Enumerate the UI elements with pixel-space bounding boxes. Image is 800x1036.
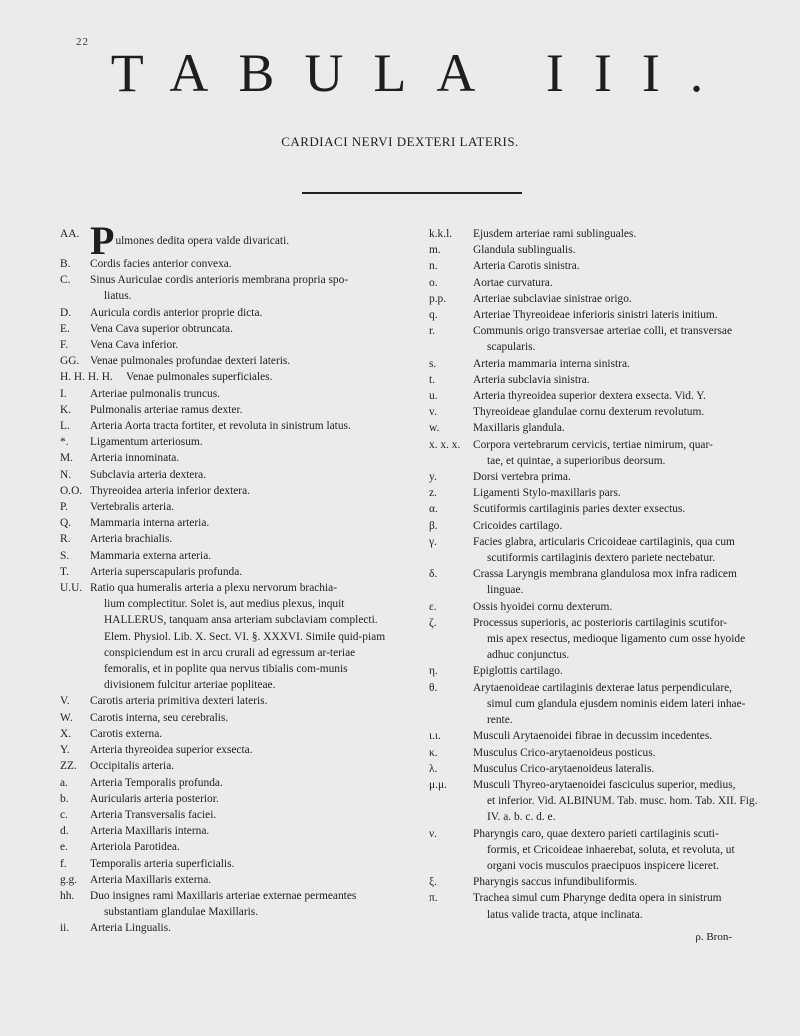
legend-text: Arteria brachialis. [90, 533, 173, 546]
legend-continuation: substantiam glandulae Maxillaris. [104, 906, 259, 919]
legend-entry [60, 710, 400, 726]
legend-entry [429, 372, 759, 388]
legend-key: y. [429, 471, 437, 484]
legend-key: d. [60, 825, 69, 838]
legend-text: Dorsi vertebra prima. [473, 471, 571, 484]
legend-key: P. [60, 501, 68, 514]
legend-entry [60, 823, 400, 839]
legend-entry [429, 566, 759, 598]
legend-text: Temporalis arteria superficialis. [90, 857, 235, 870]
legend-description [90, 693, 400, 709]
legend-continuation: formis, et Cricoideae inhaerebat, soluta, et revoluta, ut organi vocis musculos praecipuos inspicere liceret. [487, 843, 735, 872]
legend-text: Arteria innominata. [90, 452, 180, 465]
legend-entry [429, 728, 759, 744]
legend-text: Processus superioris, ac posterioris cartilaginis scutifor- [473, 616, 728, 629]
legend-key: g.g. [60, 873, 78, 886]
legend-description [90, 418, 400, 434]
legend-key: v. [429, 406, 437, 419]
legend-entry [60, 499, 400, 515]
legend-entry [60, 807, 400, 823]
legend-description [473, 372, 759, 388]
legend-key: hh. [60, 889, 75, 902]
legend-key: α. [429, 503, 438, 516]
legend-key: o. [429, 276, 438, 289]
legend-text: Maxillaris glandula. [473, 422, 565, 435]
legend-key: Y. [60, 744, 70, 757]
legend-key: w. [429, 422, 440, 435]
legend-entry [429, 226, 759, 242]
legend-key: δ. [429, 568, 438, 581]
legend-text: Arteria subclavia sinistra. [473, 373, 590, 386]
legend-key: f. [60, 857, 67, 870]
legend-description [90, 450, 400, 466]
legend-text: Musculi Arytaenoidei fibrae in decussim incedentes. [473, 730, 713, 743]
legend-key: b. [60, 792, 69, 805]
legend-key: λ. [429, 762, 438, 775]
legend-entry [60, 758, 400, 774]
legend-description [473, 226, 759, 242]
legend-continuation: lium complectitur. Solet is, aut medius plexus, inquit HALLERUS, tanquam ansa arteriam subclaviam complecti. Elem. Physiol. Lib. X. Sect. VI. §. XXXVI. Simile quid-piam conspiciendum est in arcu crurali ad egressum ar-teriae femoralis, et in poplite qua nervus tibialis com-munis divisionem fulcitur arteriae popliteae. [104, 598, 386, 692]
legend-key: β. [429, 519, 438, 532]
legend-description [473, 518, 759, 534]
legend-description [473, 728, 759, 744]
legend-key: ι.ι. [429, 730, 441, 743]
legend-entry [60, 515, 400, 531]
legend-key: I. [60, 387, 67, 400]
legend-key: GG. [60, 355, 80, 368]
legend-text: Auricula cordis anterior proprie dicta. [90, 306, 263, 319]
legend-continuation: et inferior. Vid. ALBINUM. Tab. musc. hom. Tab. XII. Fig. IV. a. b. c. d. e. [487, 795, 758, 824]
legend-text: Arteria Aorta tracta fortiter, et revoluta in sinistrum latus. [90, 420, 351, 433]
plate-title: TABULA III. [110, 43, 734, 103]
legend-text: Ejusdem arteriae rami sublinguales. [473, 228, 637, 240]
legend-description [90, 515, 400, 531]
legend-text: Ossis hyoidei cornu dexterum. [473, 600, 613, 613]
legend-key: θ. [429, 681, 438, 694]
legend-text: Crassa Laryngis membrana glandulosa mox infra radicem [473, 568, 737, 581]
legend-description [473, 566, 759, 598]
legend-entry [60, 531, 400, 547]
legend-entry [60, 580, 400, 693]
legend-text: Arteriae pulmonalis truncus. [90, 387, 221, 400]
legend-text: Epiglottis cartilago. [473, 665, 563, 678]
legend-text: Cordis facies anterior convexa. [90, 258, 232, 270]
legend-entry [429, 420, 759, 436]
legend-text: Arteriola Parotidea. [90, 841, 180, 854]
legend-description [90, 920, 400, 936]
legend-key: ζ. [429, 616, 437, 629]
legend-entry [60, 726, 400, 742]
title-rule [302, 192, 522, 194]
legend-key: ξ. [429, 876, 437, 889]
legend-text: Occipitalis arteria. [90, 760, 175, 773]
legend-text: Arteria mammaria interna sinistra. [473, 357, 630, 370]
legend-description [473, 777, 759, 826]
legend-description [473, 242, 759, 258]
legend-description [90, 710, 400, 726]
legend-entry [60, 386, 400, 402]
legend-entry [429, 275, 759, 291]
catchword: ρ. Bron- [695, 931, 732, 943]
legend-description [473, 291, 759, 307]
legend-key: X. [60, 727, 72, 740]
legend-key: x. x. x. [429, 438, 461, 451]
legend-description [90, 888, 400, 920]
legend-continuation: mis apex resectus, medioque ligamento cum osse hyoide adhuc conjunctus. [487, 633, 746, 662]
legend-text: Vertebralis arteria. [90, 501, 175, 514]
legend-text: Duo insignes rami Maxillaris arteriae externae permeantes [90, 889, 357, 902]
legend-text: Facies glabra, articularis Cricoideae cartilaginis, qua cum [473, 535, 735, 548]
legend-entry [429, 599, 759, 615]
legend-entry [60, 742, 400, 758]
legend-entry [429, 745, 759, 761]
plate-subtitle: CARDIACI NERVI DEXTERI LATERIS. [281, 134, 519, 149]
legend-key: W. [60, 711, 73, 724]
legend-description [90, 742, 400, 758]
legend-description [473, 469, 759, 485]
legend-description [90, 386, 400, 402]
legend-description [90, 218, 400, 263]
legend-description [90, 564, 400, 580]
legend-text: Corpora vertebrarum cervicis, tertiae nimirum, quar- [473, 438, 713, 451]
legend-entry [429, 663, 759, 679]
legend-description [473, 275, 759, 291]
legend-continuation: liatus. [104, 290, 132, 303]
legend-entry [429, 469, 759, 485]
legend-description [473, 761, 759, 777]
legend-description [90, 272, 400, 304]
legend-entry [60, 467, 400, 483]
legend-key: e. [60, 841, 68, 854]
legend-key: q. [429, 309, 438, 322]
legend-text: Ligamentum arteriosum. [90, 436, 203, 449]
legend-key: D. [60, 306, 72, 319]
legend-description [473, 323, 759, 355]
legend-key: t. [429, 373, 436, 386]
legend-key: H. H. H. H. [60, 371, 113, 384]
legend-description [90, 791, 400, 807]
legend-entry [429, 485, 759, 501]
legend-description [90, 531, 400, 547]
legend-text: Arteria Transversalis faciei. [90, 808, 217, 821]
legend-entry [60, 353, 400, 369]
legend-description [473, 663, 759, 679]
legend-description [473, 890, 759, 922]
legend-key: n. [429, 260, 438, 273]
legend-key: F. [60, 339, 69, 352]
legend-continuation: latus valide tracta, atque inclinata. [487, 908, 643, 921]
legend-text: Arytaenoideae cartilaginis dexterae latus perpendiculare, [473, 681, 733, 694]
legend-entry [60, 483, 400, 499]
legend-text: Pharyngis saccus infundibuliformis. [473, 876, 638, 889]
legend-description [473, 534, 759, 566]
legend-entry [60, 839, 400, 855]
legend-description [473, 420, 759, 436]
legend-key: E. [60, 322, 70, 335]
legend-continuation: linguae. [487, 584, 524, 597]
legend-text: Arteria superscapularis profunda. [90, 565, 243, 578]
page-number: 22 [76, 36, 89, 48]
legend-text: Aortae curvatura. [473, 276, 553, 289]
legend-text: Arteria Lingualis. [90, 922, 171, 935]
legend-description [473, 501, 759, 517]
legend-text: Ratio qua humeralis arteria a plexu nervorum brachia- [90, 582, 338, 595]
legend-entry [60, 564, 400, 580]
legend-continuation: simul cum glandula ejusdem nominis eidem lateri inhae-rente. [487, 697, 746, 727]
legend-entry [429, 388, 759, 404]
legend-entry [60, 888, 400, 920]
legend-text: Communis origo transversae arteriae colli, et transversae [473, 325, 733, 338]
legend-text: Venae pulmonales profundae dexteri lateris. [90, 355, 291, 368]
legend-entry [60, 434, 400, 450]
legend-description [473, 307, 759, 323]
legend-entry [429, 518, 759, 534]
legend-description [473, 437, 759, 469]
legend-description [90, 337, 400, 353]
legend-text: Musculus Crico-arytaenoideus lateralis. [473, 762, 655, 775]
legend-text: Arteriae subclaviae sinistrae origo. [473, 292, 632, 305]
legend-entry [60, 693, 400, 709]
legend-entry [429, 680, 759, 729]
legend-text: Thyreoidea arteria inferior dextera. [90, 484, 251, 497]
legend-continuation: scutiformis cartilaginis dextero pariete nectebatur. [487, 552, 716, 565]
legend-entry [429, 777, 759, 826]
legend-text: Vena Cava superior obtruncata. [90, 322, 233, 335]
legend-description [90, 775, 400, 791]
legend-description [90, 402, 400, 418]
legend-key: κ. [429, 746, 438, 759]
legend-text: Subclavia arteria dextera. [90, 468, 207, 481]
legend-key: s. [429, 357, 437, 370]
legend-key: *. [60, 436, 69, 449]
legend-key: N. [60, 468, 72, 481]
legend-key: γ. [429, 535, 437, 548]
legend-entry [429, 615, 759, 664]
legend-entry [60, 775, 400, 791]
legend-key: z. [429, 487, 437, 500]
legend-key: ν. [429, 827, 437, 840]
legend-text: Arteria Carotis sinistra. [473, 260, 580, 273]
legend-text: Carotis externa. [90, 727, 163, 740]
legend-text: Vena Cava inferior. [90, 339, 179, 352]
legend-entry [60, 450, 400, 466]
legend-key: AA. [60, 228, 80, 240]
legend-description [90, 353, 400, 369]
legend-text: Glandula sublingualis. [473, 244, 576, 257]
legend-key: η. [429, 665, 438, 678]
legend-continuation: scapularis. [487, 341, 536, 354]
legend-description [473, 745, 759, 761]
legend-text: Mammaria externa arteria. [90, 549, 212, 562]
legend-entry [60, 369, 400, 385]
legend-key: m. [429, 244, 441, 257]
legend-description [473, 258, 759, 274]
legend-entry [60, 872, 400, 888]
legend-entry [429, 356, 759, 372]
legend-key: u. [429, 390, 438, 403]
legend-key: a. [60, 776, 68, 789]
legend-description [90, 839, 400, 855]
legend-key: ii. [60, 922, 70, 935]
legend-entry [429, 874, 759, 890]
legend-text: Arteria Maxillaris interna. [90, 825, 210, 838]
legend-key: L. [60, 420, 70, 433]
legend-entry [60, 418, 400, 434]
legend-description [90, 856, 400, 872]
legend-entry [429, 258, 759, 274]
legend-description [90, 823, 400, 839]
legend-key: r. [429, 325, 436, 338]
legend-entry [60, 272, 400, 304]
legend-key: B. [60, 258, 71, 270]
legend-text: Arteria Maxillaris externa. [90, 873, 212, 886]
legend-key: C. [60, 274, 71, 287]
legend-key: ZZ. [60, 760, 77, 773]
legend-description [90, 256, 400, 272]
legend-entry [60, 856, 400, 872]
legend-entry [60, 218, 400, 263]
left-legend-column [60, 218, 400, 937]
legend-entry [429, 761, 759, 777]
legend-entry [60, 321, 400, 337]
legend-text: Musculus Crico-arytaenoideus posticus. [473, 746, 656, 759]
legend-description [473, 680, 759, 729]
legend-description [473, 388, 759, 404]
legend-key: ε. [429, 600, 437, 613]
legend-text: Ligamenti Stylo-maxillaris pars. [473, 487, 621, 500]
legend-key: R. [60, 533, 71, 546]
legend-entry [429, 534, 759, 566]
legend-entry [60, 548, 400, 564]
legend-text: Carotis arteria primitiva dexteri lateris. [90, 695, 268, 708]
legend-text: Musculi Thyreo-arytaenoidei fasciculus superior, medius, [473, 778, 736, 791]
legend-description [90, 483, 400, 499]
legend-text: Arteria thyreoidea superior dextera exsecta. Vid. Y. [473, 390, 706, 403]
legend-description [90, 726, 400, 742]
legend-continuation: tae, et quintae, a superioribus deorsum. [487, 454, 666, 467]
legend-text: Carotis interna, seu cerebralis. [90, 711, 229, 724]
legend-key: Q. [60, 517, 72, 530]
legend-key: c. [60, 808, 68, 821]
legend-text: Scutiformis cartilaginis paries dexter exsectus. [473, 503, 686, 516]
legend-description [90, 548, 400, 564]
legend-text: Trachea simul cum Pharynge dedita opera in sinistrum [473, 892, 722, 905]
legend-description [90, 499, 400, 515]
legend-description [90, 305, 400, 321]
legend-description [90, 467, 400, 483]
legend-entry [429, 890, 759, 922]
legend-key: π. [429, 892, 438, 905]
legend-description [90, 580, 400, 693]
legend-description [90, 872, 400, 888]
legend-text: Arteria Temporalis profunda. [90, 776, 223, 789]
legend-description [90, 321, 400, 337]
legend-description [90, 807, 400, 823]
legend-text: Arteria thyreoidea superior exsecta. [90, 744, 253, 757]
legend-description [473, 874, 759, 890]
legend-key: U.U. [60, 582, 83, 595]
legend-description [90, 434, 400, 450]
legend-entry [429, 307, 759, 323]
legend-entry [60, 256, 400, 272]
legend-entry [429, 323, 759, 355]
legend-entry [60, 791, 400, 807]
legend-description [473, 404, 759, 420]
legend-text: Auricularis arteria posterior. [90, 792, 219, 805]
legend-key: T. [60, 565, 69, 578]
legend-entry [429, 826, 759, 875]
legend-text: Thyreoideae glandulae cornu dexterum revolutum. [473, 406, 705, 419]
legend-entry [429, 242, 759, 258]
legend-entry [429, 291, 759, 307]
legend-key: μ.μ. [429, 778, 447, 791]
legend-entry [60, 305, 400, 321]
legend-text: Mammaria interna arteria. [90, 517, 210, 530]
legend-entry [429, 404, 759, 420]
legend-text: Venae pulmonales superficiales. [126, 371, 273, 384]
legend-entry [429, 501, 759, 517]
legend-entry [60, 402, 400, 418]
legend-key: S. [60, 549, 70, 562]
legend-description [473, 485, 759, 501]
legend-description [473, 599, 759, 615]
legend-entry [429, 437, 759, 469]
legend-key: M. [60, 452, 73, 465]
legend-description [473, 826, 759, 875]
legend-key: V. [60, 695, 70, 708]
right-legend-column [429, 226, 759, 923]
legend-text: Pulmonalis arteriae ramus dexter. [90, 403, 243, 416]
legend-entry [60, 337, 400, 353]
legend-description [473, 356, 759, 372]
legend-text: ulmones dedita opera valde divaricati. [115, 235, 290, 247]
legend-key: K. [60, 403, 72, 416]
drop-cap: P [90, 218, 115, 263]
legend-description [90, 758, 400, 774]
legend-key: p.p. [429, 292, 447, 305]
legend-key: k.k.l. [429, 228, 453, 240]
legend-text: Pharyngis caro, quae dextero parieti cartilaginis scuti- [473, 827, 719, 840]
legend-description [126, 369, 400, 385]
legend-description [473, 615, 759, 664]
legend-text: Sinus Auriculae cordis anterioris membrana propria spo- [90, 274, 349, 287]
legend-text: Cricoides cartilago. [473, 519, 563, 532]
legend-text: Arteriae Thyreoideae inferioris sinistri lateris initium. [473, 309, 718, 322]
legend-entry [60, 920, 400, 936]
legend-key: O.O. [60, 484, 83, 497]
